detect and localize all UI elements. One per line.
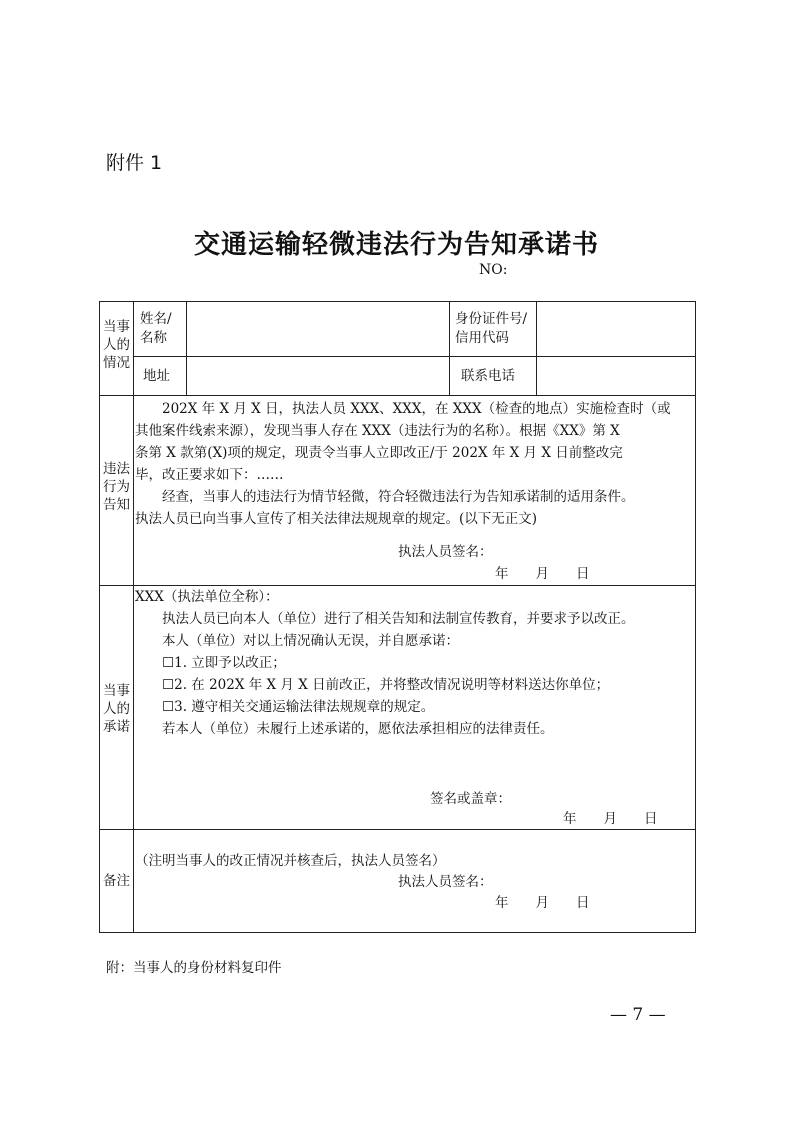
violation-line: 毕，改正要求如下：…… (135, 467, 284, 483)
remarks-date: 年 月 日 (495, 895, 590, 911)
commitment-section-label: 当事人的承诺 (103, 683, 130, 735)
violation-line: 202X 年 X 月 X 日，执法人员 XXX、XXX，在 XXX（检查的地点）实施检查时（或 (135, 401, 671, 417)
commitment-line: 本人（单位）对以上情况确认无误，并自愿承诺： (135, 633, 459, 649)
attachment-label: 附件 1 (106, 152, 163, 174)
footnote: 附：当事人的身份材料复印件 (106, 960, 282, 976)
remarks-section-label: 备注 (103, 873, 130, 889)
violation-line: 条第 X 款第(X)项的规定，现责令当事人立即改正/于 202X 年 X 月 X 日前整改完 (135, 445, 623, 461)
commitment-date: 年 月 日 (563, 811, 658, 827)
violation-section-label: 违法行为告知 (103, 461, 130, 513)
document-title: 交通运输轻微违法行为告知承诺书 (193, 230, 599, 260)
remarks-signature-label: 执法人员签名： (398, 874, 493, 890)
commitment-option-1[interactable]: ☐1. 立即予以改正； (135, 655, 286, 671)
commitment-option-2[interactable]: ☐2. 在 202X 年 X 月 X 日前改正，并将整改情况说明等材料送达你单位； (135, 677, 610, 693)
commitment-line: XXX（执法单位全称）： (135, 589, 279, 605)
commitment-line: 若本人（单位）未履行上述承诺的，愿依法承担相应的法律责任。 (135, 721, 554, 737)
name-label: 姓名/名称 (140, 311, 172, 346)
violation-date: 年 月 日 (495, 566, 590, 582)
officer-signature-label: 执法人员签名： (398, 544, 493, 560)
commitment-line: 执法人员已向本人（单位）进行了相关告知和法制宣传教育，并要求予以改正。 (135, 611, 635, 627)
phone-label: 联系电话 (461, 368, 515, 384)
party-section-label: 当事人的情况 (103, 319, 130, 371)
commitment-option-3[interactable]: ☐3. 遵守相关交通运输法律法规规章的规定。 (135, 699, 435, 715)
violation-line: 执法人员已向当事人宣传了相关法律法规规章的规定。(以下无正文) (135, 511, 538, 527)
address-label: 地址 (143, 368, 170, 384)
id-label: 身份证件号/信用代码 (455, 311, 528, 346)
violation-line: 经查，当事人的违法行为情节轻微，符合轻微违法行为告知承诺制的适用条件。 (135, 489, 635, 505)
page-number: — 7 — (610, 1005, 666, 1025)
party-signature-label: 签名或盖章： (430, 791, 511, 807)
number-label: NO: (479, 262, 508, 278)
remarks-note: （注明当事人的改正情况并核查后，执法人员签名） (135, 853, 446, 869)
violation-line: 其他案件线索来源），发现当事人存在 XXX（违法行为的名称）。根据《XX》第 X (135, 423, 620, 439)
